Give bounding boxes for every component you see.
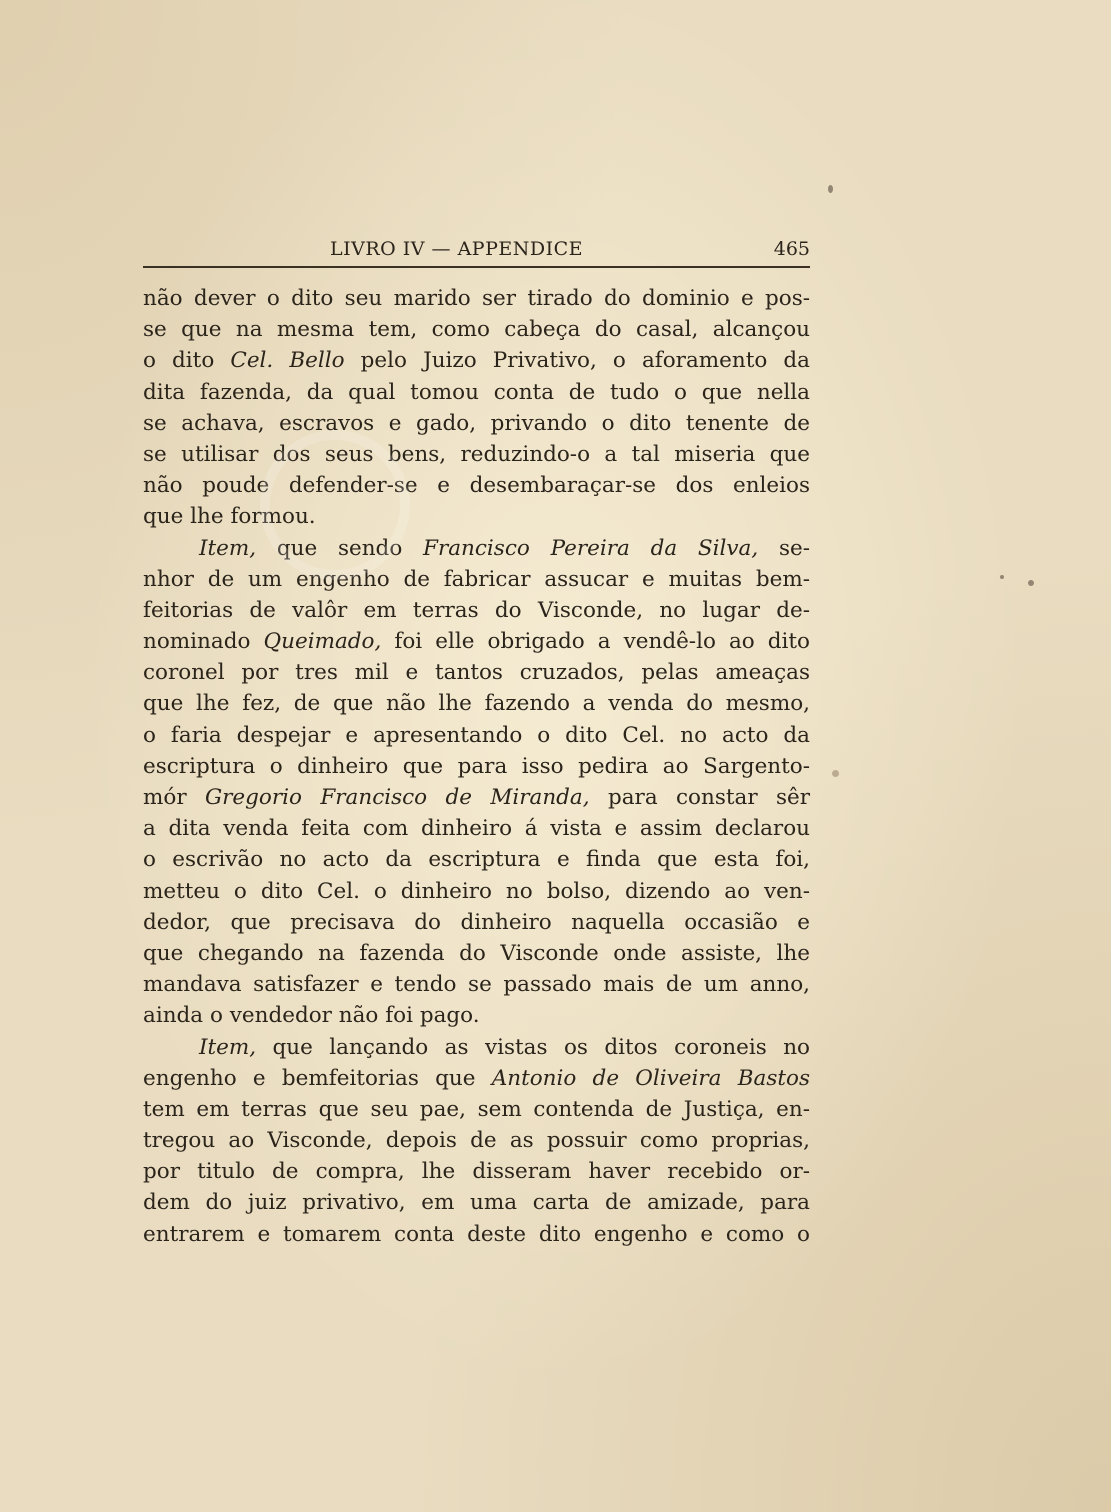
paper-speck <box>832 770 839 777</box>
paper-speck <box>828 185 833 193</box>
text-line: o faria despejar e apresentando o dito Cel. no acto da <box>143 722 810 748</box>
text-line: mandava satisfazer e tendo se passado mais de um anno, <box>143 972 810 998</box>
text-line: se utilisar dos seus bens, reduzindo-o a tal miseria que <box>143 441 810 467</box>
text-line: dita fazenda, da qual tomou conta de tudo o que nella <box>143 379 810 405</box>
text-line: o escrivão no acto da escriptura e finda que esta foi, <box>143 847 810 873</box>
text-line: não dever o dito seu marido ser tirado do dominio e pos- <box>143 286 810 311</box>
running-header <box>143 236 810 268</box>
text-line: metteu o dito Cel. o dinheiro no bolso, dizendo ao ven- <box>143 878 810 904</box>
text-line: não poude defender-se e desembaraçar-se dos enleios <box>143 473 810 499</box>
paper-speck <box>1000 575 1004 579</box>
text-line: ainda o vendedor não foi pago. <box>143 1003 480 1029</box>
text-line: tregou ao Visconde, depois de as possuir como proprias, <box>143 1128 810 1154</box>
header-title: LIVRO IV — APPENDICE <box>330 238 584 260</box>
text-line: que lhe fez, de que não lhe fazendo a venda do mesmo, <box>143 691 810 717</box>
text-line: coronel por tres mil e tantos cruzados, pelas ameaças <box>143 660 810 686</box>
text-line: tem em terras que seu pae, sem contenda de Justiça, en- <box>143 1096 810 1122</box>
text-line: dedor, que precisava do dinheiro naquella occasião e <box>143 909 810 935</box>
text-line: se achava, escravos e gado, privando o dito tenente de <box>143 410 810 436</box>
page-number: 465 <box>773 238 810 260</box>
text-line: Item, que lançando as vistas os ditos coroneis no <box>199 1034 810 1060</box>
text-line: a dita venda feita com dinheiro á vista e assim declarou <box>143 816 810 842</box>
text-line: nhor de um engenho de fabricar assucar e muitas bem- <box>143 566 810 592</box>
text-line: escriptura o dinheiro que para isso pedira ao Sargento- <box>143 753 810 779</box>
text-line: feitorias de valôr em terras do Visconde, no lugar de- <box>143 597 810 623</box>
paper-speck <box>1028 580 1034 586</box>
text-line: nominado Queimado, foi elle obrigado a vendê-lo ao dito <box>143 629 810 655</box>
text-line: dem do juiz privativo, em uma carta de amizade, para <box>143 1190 810 1216</box>
text-line: que lhe formou. <box>143 504 316 530</box>
text-line: o dito Cel. Bello pelo Juizo Privativo, o aforamento da <box>143 348 810 374</box>
text-line: por titulo de compra, lhe disseram haver recebido or- <box>143 1159 810 1185</box>
text-line: mór Gregorio Francisco de Miranda, para constar sêr <box>143 785 810 810</box>
text-line: se que na mesma tem, como cabeça do casal, alcançou <box>143 317 810 343</box>
text-line: Item, que sendo Francisco Pereira da Silva, se- <box>199 535 810 561</box>
text-line: engenho e bemfeitorias que Antonio de Oliveira Bastos <box>143 1065 810 1091</box>
text-line: que chegando na fazenda do Visconde onde assiste, lhe <box>143 940 810 966</box>
text-line: entrarem e tomarem conta deste dito engenho e como o <box>143 1221 810 1247</box>
body-text <box>143 283 810 1250</box>
